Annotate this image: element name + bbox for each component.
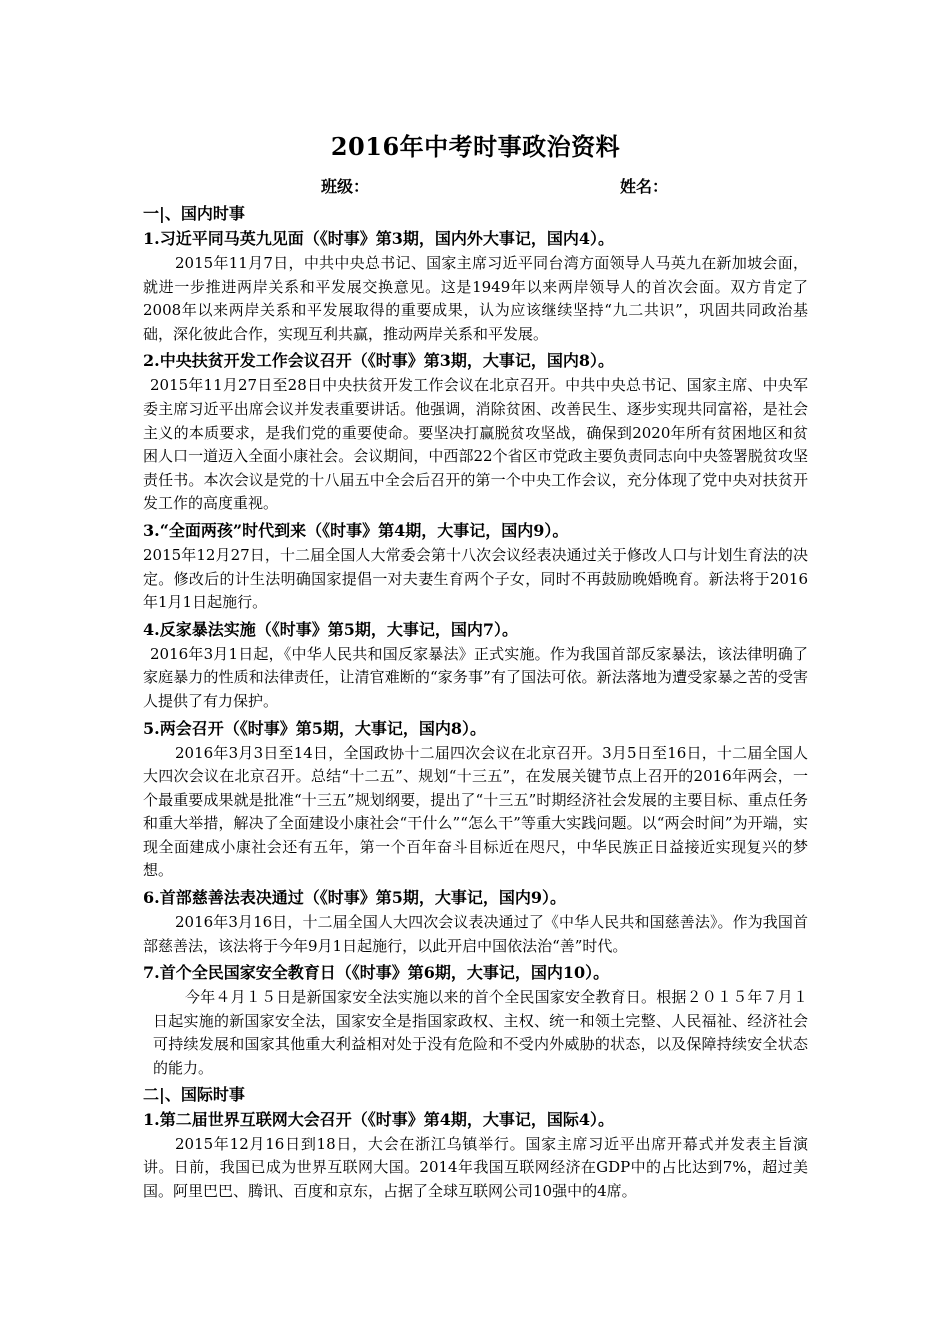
item-heading: 5.两会召开（《时事》第5期，大事记，国内8）。: [143, 718, 486, 738]
section-heading-international: 二|、国际时事: [143, 1084, 245, 1104]
item-body: 2015年11月7日，中共中央总书记、国家主席习近平同台湾方面领导人马英九在新加坡会面，就进一步推进两岸关系和平发展交换意见。这是1949年以来两岸领导人的首次会面。双方肯定了2008年以来两岸关系和平发展取得的重要成果，认为应该继续坚持“九二共识”，巩固共同政治基础，深化彼此合作，实现互利共赢，推动两岸关系和平发展。: [143, 254, 808, 343]
section-heading-domestic: 一|、国内时事: [143, 204, 245, 223]
item-body: 2016年3月1日起，《中华人民共和国反家暴法》正式实施。作为我国首部反家暴法，该法律明确了家庭暴力的性质和法律责任，让清官难断的“家务事”有了国法可依。新法落地为遭受家暴之苦的受害人提供了有力保护。: [143, 644, 808, 710]
item-heading: 6.首部慈善法表决通过（《时事》第5期，大事记，国内9）。: [143, 888, 566, 908]
item-heading: 1.第二届世界互联网大会召开（《时事》第4期，大事记，国际4）。: [143, 1109, 614, 1129]
document-title: 2016年中考时事政治资料: [330, 132, 621, 161]
item-body: 今年４月１５日是新国家安全法实施以来的首个全民国家安全教育日。根据２０１５年７月１日起实施的新国家安全法，国家安全是指国家政权、主权、统一和领土完整、人民福祉、经济社会可持续发展和国家其他重大利益相对处于没有危险和不受内外威胁的状态，以及保障持续安全状态的能力。: [153, 988, 808, 1078]
class-name-line: [143, 174, 808, 200]
item-body: 2016年3月16日，十二届全国人大四次会议表决通过了《中华人民共和国慈善法》。作为我国首部慈善法，该法将于今年9月1日起施行，以此开启中国依法治“善”时代。: [143, 913, 808, 955]
item-heading: 3.“全面两孩”时代到来（《时事》第4期，大事记，国内9）。: [143, 520, 569, 540]
item-heading: 4.反家暴法实施（《时事》第5期，大事记，国内7）。: [143, 619, 518, 639]
item-heading: 7.首个全民国家安全教育日（《时事》第6期，大事记，国内10）。: [143, 963, 610, 983]
item-body: 2015年12月16日到18日，大会在浙江乌镇举行。国家主席习近平出席开幕式并发表主旨演讲。日前，我国已成为世界互联网大国。2014年我国互联网经济在GDP中的占比达到7%，超过美国。阿里巴巴、腾讯、百度和京东，占据了全球互联网公司10强中的4席。: [143, 1134, 808, 1200]
item-body: 2015年11月27日至28日中央扶贫开发工作会议在北京召开。中共中央总书记、国家主席、中央军委主席习近平出席会议并发表重要讲话。他强调，消除贫困、改善民生、逐步实现共同富裕，是社会主义的本质要求，是我们党的重要使命。要坚决打赢脱贫攻坚战，确保到2020年所有贫困地区和贫困人口一道迈入全面小康社会。会议期间，中西部22个省区市党政主要负责同志向中央签署脱贫攻坚责任书。本次会议是党的十八届五中全会后召开的第一个中央工作会议，充分体现了党中央对扶贫开发工作的高度重视。: [143, 376, 808, 513]
class-label: 班级：: [321, 177, 370, 196]
item-body: 2016年3月3日至14日，全国政协十二届四次会议在北京召开。3月5日至16日，十二届全国人大四次会议在北京召开。总结“十二五”、规划“十三五”，在发展关键节点上召开的2016年两会，一个最重要成果就是批准“十三五”规划纲要，提出了“十三五”时期经济社会发展的主要目标、重点任务和重大举措，解决了全面建设小康社会“干什么”“怎么干”等重大实践问题。以“两会时间”为开端，实现全面建成小康社会还有五年，第一个百年奋斗目标近在咫尺，中华民族正日益接近实现复兴的梦想。: [143, 743, 808, 880]
item-heading: 1.习近平同马英九见面（《时事》第3期，国内外大事记，国内4）。: [143, 229, 614, 248]
name-label: 姓名：: [620, 177, 669, 196]
item-heading: 2.中央扶贫开发工作会议召开（《时事》第3期，大事记，国内8）。: [143, 351, 614, 371]
item-body: 2015年12月27日，十二届全国人大常委会第十八次会议经表决通过关于修改人口与计划生育法的决定。修改后的计生法明确国家提倡一对夫妻生育两个子女，同时不再鼓励晚婚晚育。新法将于2016年1月1日起施行。: [143, 545, 808, 612]
